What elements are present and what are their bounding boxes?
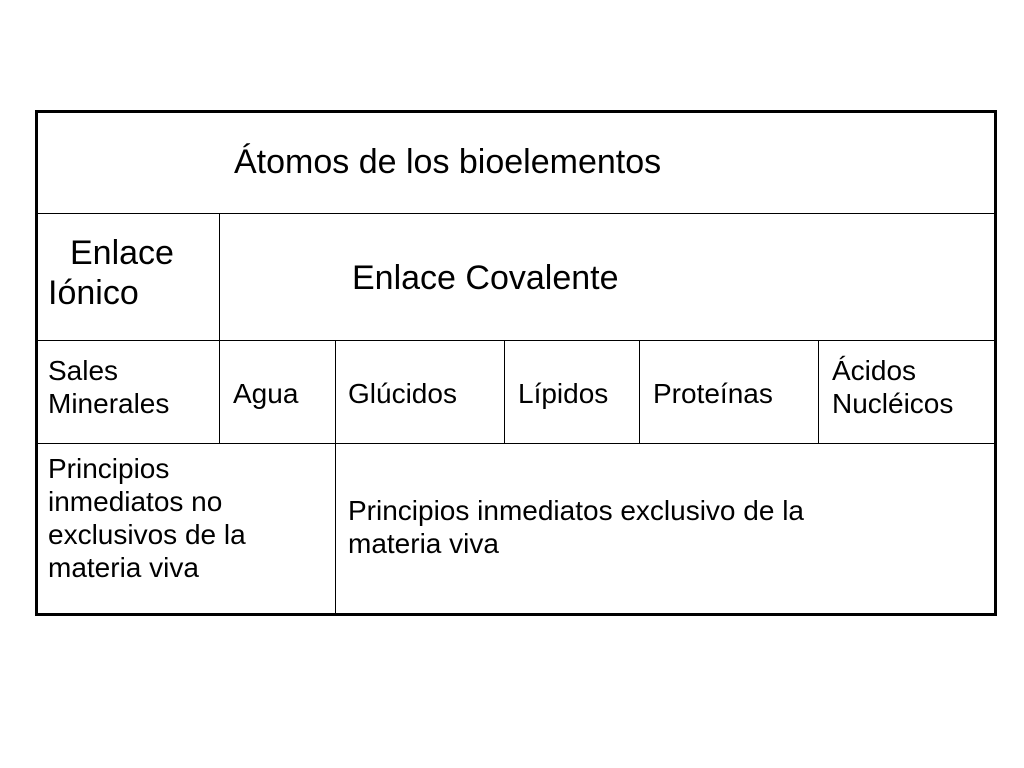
col-divider-agua — [335, 340, 336, 613]
agua-cell: Agua — [233, 378, 299, 409]
nonexcl-line-4: materia viva — [48, 552, 199, 584]
proteinas-cell: Proteínas — [653, 378, 773, 409]
col-divider-ionic — [219, 213, 220, 341]
bioelements-table — [35, 110, 997, 616]
row-divider-1 — [38, 213, 994, 214]
col-divider-lipidos — [639, 340, 640, 443]
row-divider-3 — [38, 443, 994, 444]
row-divider-2 — [38, 340, 994, 341]
ionic-bond-label — [48, 233, 174, 313]
lipidos-cell: Lípidos — [518, 378, 609, 409]
sales-minerales-cell — [48, 354, 169, 420]
acidos-nucleicos-cell — [832, 354, 953, 420]
nonexcl-line-2: inmediatos no — [48, 486, 223, 518]
excl-line-2: materia viva — [348, 528, 499, 560]
nonexcl-line-1: Principios — [48, 453, 170, 484]
covalent-bond-label: Enlace Covalente — [352, 259, 619, 297]
nonexcl-line-3: exclusivos de la — [48, 519, 246, 551]
exclusive-principles-cell — [348, 494, 804, 560]
glucidos-cell: Glúcidos — [348, 378, 457, 409]
acidos-line-1: Ácidos — [832, 355, 917, 386]
ionic-line-1: Enlace — [70, 234, 174, 272]
col-divider-proteinas — [818, 340, 819, 443]
acidos-line-2: Nucléicos — [832, 388, 954, 420]
sales-line-2: Minerales — [48, 388, 170, 420]
excl-line-1: Principios inmediatos exclusivo de la — [348, 495, 804, 526]
col-divider-sales — [219, 340, 220, 443]
ionic-line-2: Iónico — [48, 274, 139, 313]
sales-line-1: Sales — [48, 355, 119, 386]
non-exclusive-principles-cell — [48, 452, 246, 584]
table-title: Átomos de los bioelementos — [234, 143, 662, 181]
col-divider-glucidos — [504, 340, 505, 443]
